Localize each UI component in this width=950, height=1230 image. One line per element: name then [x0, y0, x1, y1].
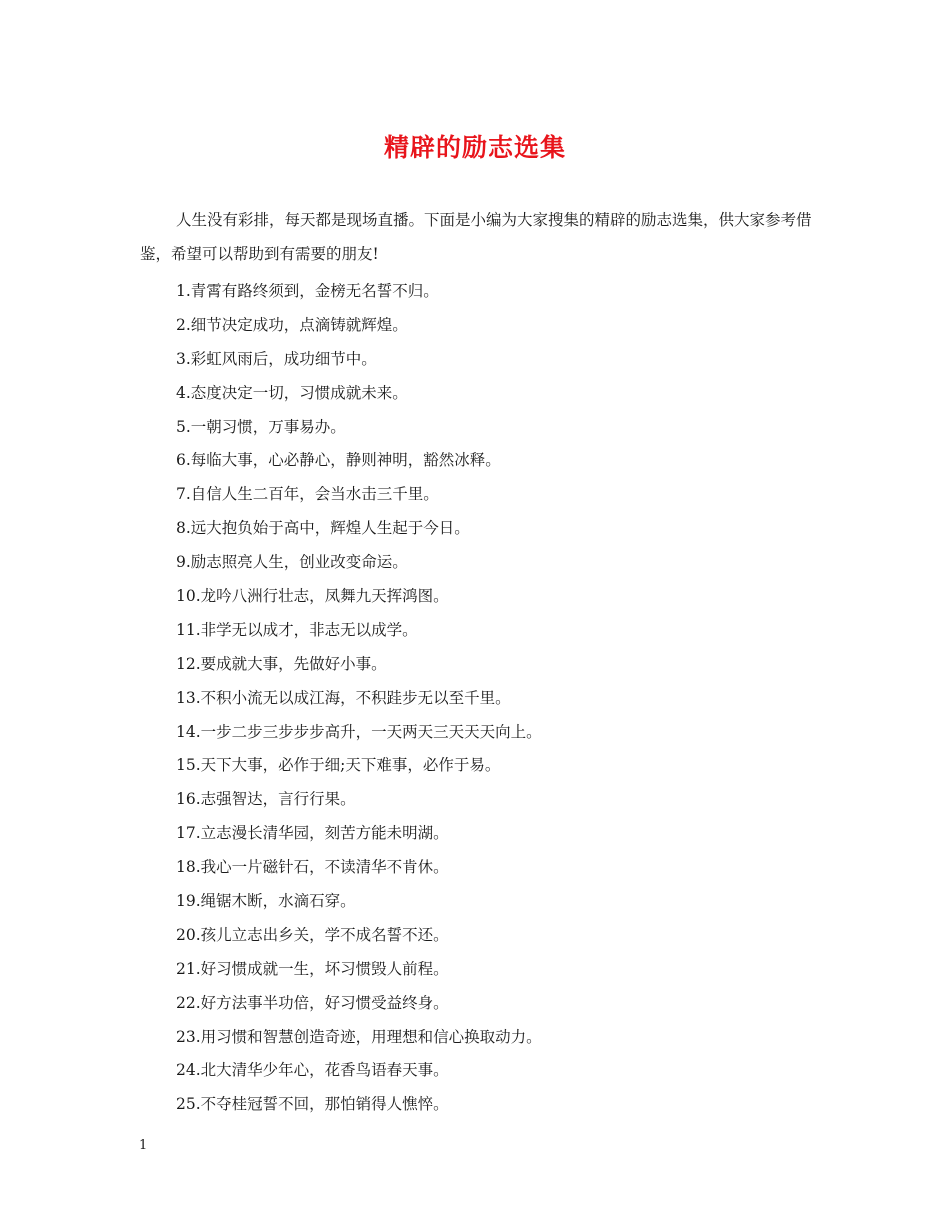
list-item: 10.龙吟八洲行壮志，凤舞九天挥鸿图。	[176, 587, 449, 606]
quote-list	[176, 275, 542, 1122]
list-item: 20.孩儿立志出乡关，学不成名誓不还。	[176, 925, 449, 944]
page-number: 1	[139, 1138, 148, 1153]
list-item: 4.态度决定一切，习惯成就未来。	[176, 383, 408, 402]
list-item: 18.我心一片磁针石，不读清华不肯休。	[176, 858, 449, 877]
list-item: 19.绳锯木断，水滴石穿。	[176, 892, 356, 911]
list-item: 17.立志漫长清华园，刻苦方能未明湖。	[176, 824, 449, 843]
list-item: 25.不夺桂冠誓不回，那怕销得人憔悴。	[176, 1095, 449, 1114]
list-item: 16.志强智达，言行行果。	[176, 790, 356, 809]
list-item: 21.好习惯成就一生，坏习惯毁人前程。	[176, 959, 449, 978]
list-item: 9.励志照亮人生，创业改变命运。	[176, 553, 408, 572]
list-item: 7.自信人生二百年，会当水击三千里。	[176, 485, 439, 504]
list-item: 11.非学无以成才，非志无以成学。	[176, 620, 418, 639]
intro-paragraph: 人生没有彩排，每天都是现场直播。下面是小编为大家搜集的精辟的励志选集，供大家参考借鉴，希望可以帮助到有需要的朋友!	[140, 211, 812, 263]
list-item: 5.一朝习惯，万事易办。	[176, 417, 346, 436]
list-item: 8.远大抱负始于高中，辉煌人生起于今日。	[176, 519, 470, 538]
list-item: 15.天下大事，必作于细;天下难事，必作于易。	[176, 756, 501, 775]
list-item: 1.青霄有路终须到，金榜无名誓不归。	[176, 282, 439, 300]
list-item: 24.北大清华少年心，花香鸟语春天事。	[176, 1061, 449, 1080]
list-item: 13.不积小流无以成江海，不积跬步无以至千里。	[176, 688, 511, 707]
list-item: 14.一步二步三步步步高升，一天两天三天天天向上。	[176, 722, 542, 741]
page-title: 精辟的励志选集	[383, 133, 566, 162]
list-item: 12.要成就大事，先做好小事。	[176, 654, 387, 673]
list-item: 3.彩虹风雨后，成功细节中。	[176, 349, 377, 368]
list-item: 23.用习惯和智慧创造奇迹，用理想和信心换取动力。	[176, 1027, 542, 1046]
list-item: 22.好方法事半功倍，好习惯受益终身。	[176, 993, 449, 1012]
list-item: 6.每临大事，心必静心，静则神明，豁然冰释。	[176, 451, 501, 470]
list-item: 2.细节决定成功，点滴铸就辉煌。	[176, 315, 408, 334]
